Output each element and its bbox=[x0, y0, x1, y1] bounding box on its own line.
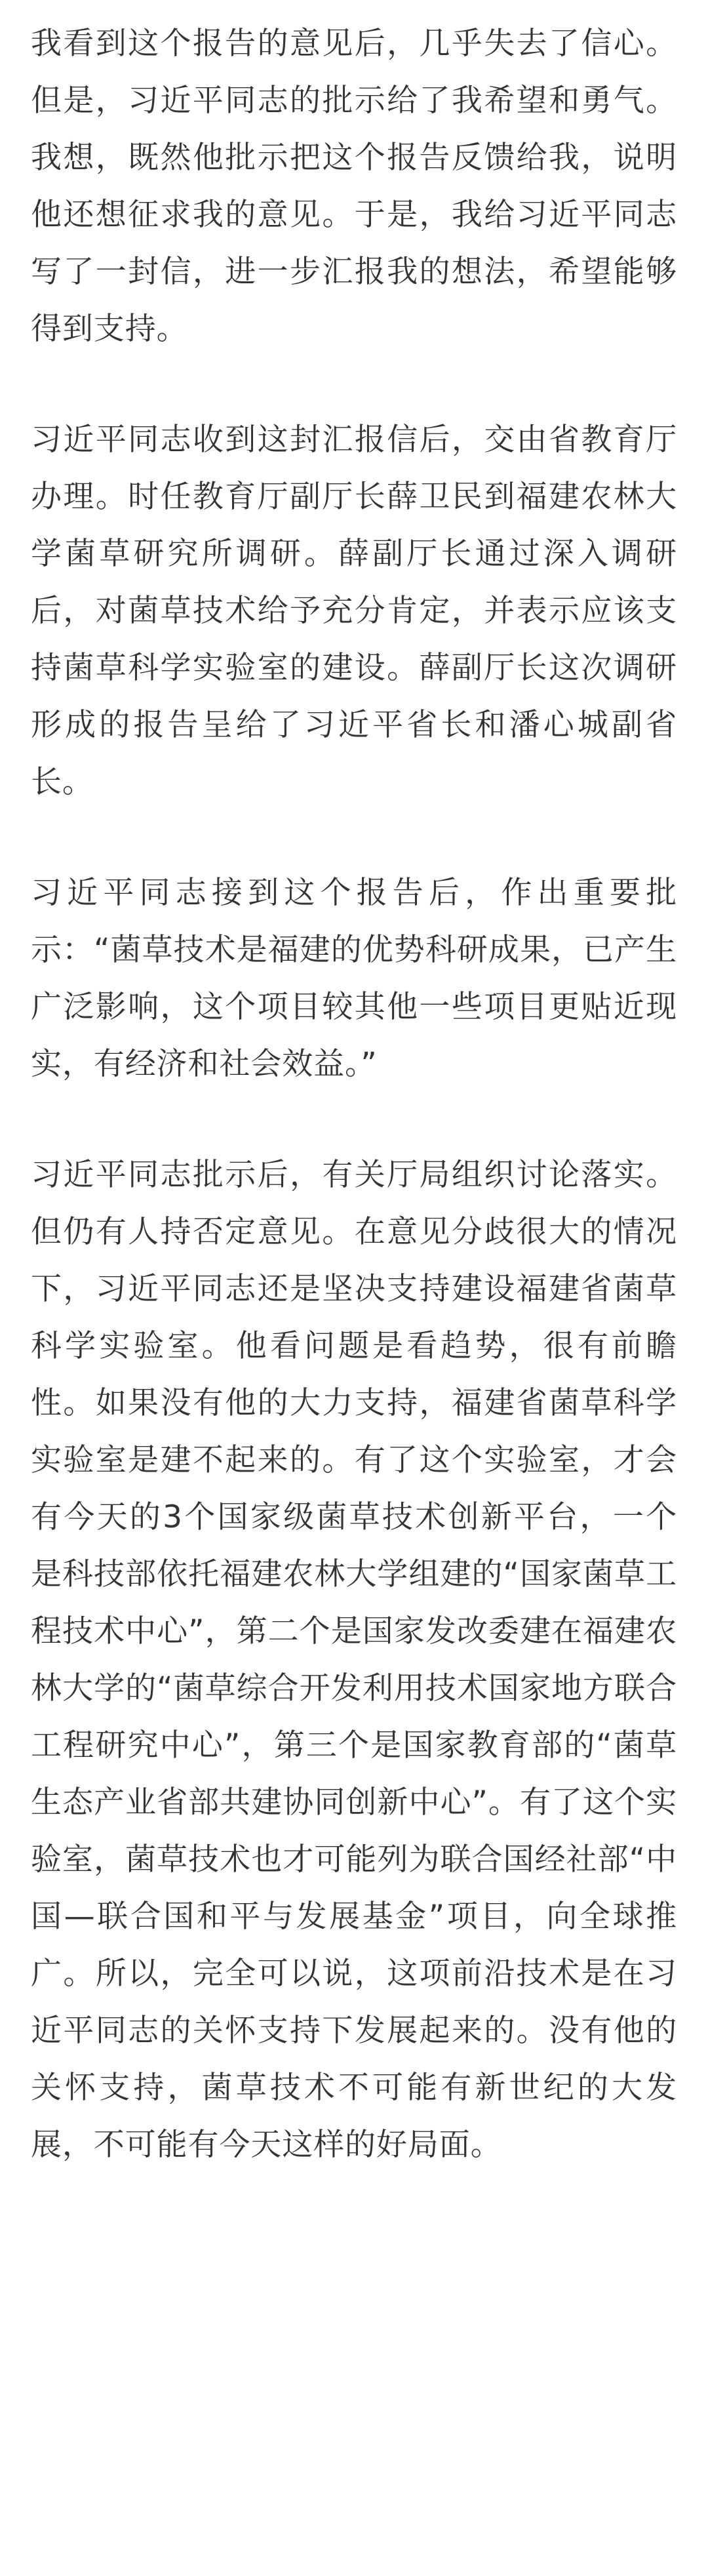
paragraph-education-dept-survey: 习近平同志收到这封汇报信后，交由省教育厅办理。时任教育厅副厅长薛卫民到福建农林大学菌草研究所调研。薛副厅长通过深入调研后，对菌草技术给予充分肯定，并表示应该支持菌草科学实验室的建设。薛副厅长这次调研形成的报告呈给了习近平省长和潘心城副省长。 bbox=[31, 422, 677, 800]
paragraph-laboratory-support: 习近平同志批示后，有关厅局组织讨论落实。但仍有人持否定意见。在意见分歧很大的情况下，习近平同志还是坚决支持建设福建省菌草科学实验室。他看问题是看趋势，很有前瞻性。如果没有他的大力支持，福建省菌草科学实验室是建不起来的。有了这个实验室，才会有今天的3个国家级菌草技术创新平台，一个是科技部依托福建农林大学组建的“国家菌草工程技术中心”，第二个是国家发改委建在福建农林大学的“菌草综合开发利用技术国家地方联合工程研究中心”，第三个是国家教育部的“菌草生态产业省部共建协同创新中心”。有了这个实验室，菌草技术也才可能列为联合国经社部“中国—联合国和平与发展基金”项目，向全球推广。所以，完全可以说，这项前沿技术是在习近平同志的关怀支持下发展起来的。没有他的关怀支持，菌草技术不可能有新世纪的大发展，不可能有今天这样的好局面。 bbox=[31, 1157, 677, 2163]
paragraph-important-instruction: 习近平同志接到这个报告后，作出重要批示：“菌草技术是福建的优势科研成果，已产生广泛影响，这个项目较其他一些项目更贴近现实，有经济和社会效益。” bbox=[31, 875, 677, 1082]
paragraph-feedback-letter: 我看到这个报告的意见后，几乎失去了信心。但是，习近平同志的批示给了我希望和勇气。我想，既然他批示把这个报告反馈给我，说明他还想征求我的意见。于是，我给习近平同志写了一封信，进一步汇报我的想法，希望能够得到支持。 bbox=[31, 26, 677, 347]
